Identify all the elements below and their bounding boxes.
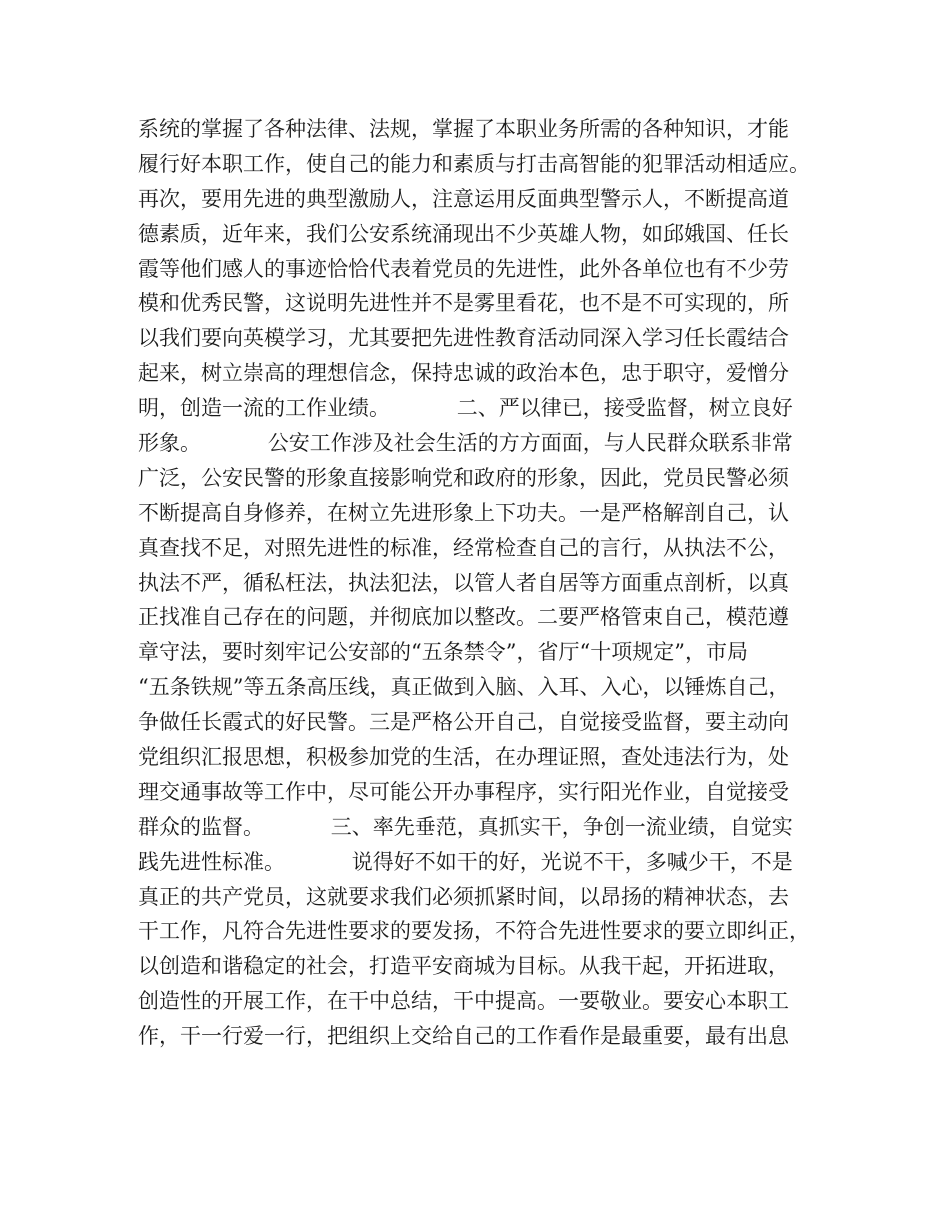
- text-line: 真查找不足，对照先进性的标准，经常检查自己的言行，从执法不公，: [138, 535, 789, 560]
- text-line: 章守法，要时刻牢记公安部的“五条禁令”，省厅“十项规定”，市局: [138, 640, 748, 665]
- text-line: 执法不严，循私枉法，执法犯法，以管人者自居等方面重点剖析，以真: [138, 570, 789, 595]
- text-line: 干工作，凡符合先进性要求的要发扬，不符合先进性要求的要立即纠正，: [138, 919, 810, 944]
- text-line: 作，干一行爱一行，把组织上交给自己的工作看作是最重要，最有出息: [138, 1024, 789, 1049]
- text-line: 霞等他们感人的事迹恰恰代表着党员的先进性，此外各单位也有不少劳: [138, 256, 789, 281]
- body-text: [138, 112, 828, 1054]
- text-line: 系统的掌握了各种法律、法规，掌握了本职业务所需的各种知识，才能: [138, 117, 789, 141]
- text-line: 明，创造一流的工作业绩。 二、严以律已，接受监督，树立良好: [138, 396, 793, 421]
- text-line: 创造性的开展工作，在干中总结，干中提高。一要敬业。要安心本职工: [138, 989, 789, 1014]
- text-line: 理交通事故等工作中，尽可能公开办事程序，实行阳光作业，自觉接受: [138, 779, 789, 804]
- text-line: 以创造和谐稳定的社会，打造平安商城为目标。从我干起，开拓进取，: [138, 954, 789, 979]
- text-line: 起来，树立崇高的理想信念，保持忠诚的政治本色，忠于职守，爱憎分: [138, 361, 789, 386]
- text-line: 不断提高自身修养，在树立先进形象上下功夫。一是严格解剖自己，认: [138, 500, 789, 525]
- text-line: 争做任长霞式的好民警。三是严格公开自己，自觉接受监督，要主动向: [138, 710, 789, 735]
- text-line: 模和优秀民警，这说明先进性并不是雾里看花，也不是不可实现的，所: [138, 291, 789, 316]
- text-line: “五条铁规”等五条高压线，真正做到入脑、入耳、入心，以锤炼自己，: [138, 675, 790, 700]
- text-line: 群众的监督。 三、率先垂范，真抓实干，争创一流业绩，自觉实: [138, 814, 793, 839]
- text-line: 广泛，公安民警的形象直接影响党和政府的形象，因此，党员民警必须: [138, 465, 789, 490]
- text-line: 德素质，近年来，我们公安系统涌现出不少英雄人物，如邱娥国、任长: [138, 221, 789, 246]
- text-line: 正找准自己存在的问题，并彻底加以整改。二要严格管束自己，模范遵: [138, 605, 789, 630]
- text-line: 践先进性标准。 说得好不如干的好，光说不干，多喊少干，不是: [138, 849, 793, 874]
- text-line: 履行好本职工作，使自己的能力和素质与打击高智能的犯罪活动相适应。: [138, 151, 810, 176]
- text-line: 党组织汇报思想，积极参加党的生活，在办理证照，查处违法行为，处: [138, 745, 789, 770]
- text-line: 再次，要用先进的典型激励人，注意运用反面典型警示人，不断提高道: [138, 186, 789, 211]
- text-line: 以我们要向英模学习，尤其要把先进性教育活动同深入学习任长霞结合: [138, 326, 789, 351]
- text-line: 真正的共产党员，这就要求我们必须抓紧时间，以昂扬的精神状态，去: [138, 884, 789, 909]
- text-line: 形象。 公安工作涉及社会生活的方方面面，与人民群众联系非常: [138, 431, 793, 456]
